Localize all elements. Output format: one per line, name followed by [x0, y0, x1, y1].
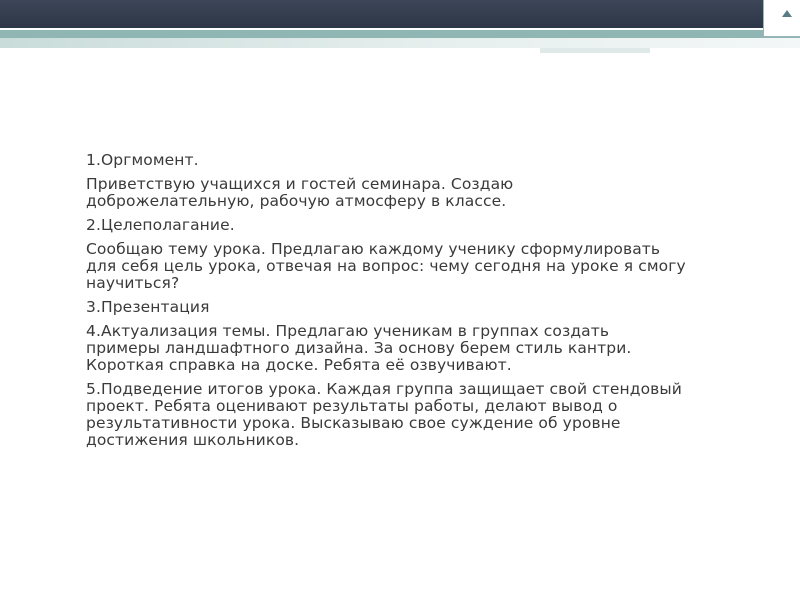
paragraph-7: 5.Подведение итогов урока. Каждая группа защищает свой стендовый проект. Ребята оценивают результаты работы, делают вывод о результативности урока. Высказываю свое суждение об уровне достижения школьников. — [86, 380, 682, 449]
header-accent-strip — [540, 48, 650, 53]
header-teal-band — [0, 30, 800, 38]
paragraph-5: 3.Презентация — [86, 298, 210, 316]
paragraph-1: 1.Оргмомент. — [86, 151, 199, 169]
paragraph-4: Сообщаю тему урока. Предлагаю каждому ученику сформулировать для себя цель урока, отвечая на вопрос: чему сегодня на уроке я смогу научиться? — [86, 240, 686, 292]
header-dark-band — [0, 0, 800, 28]
corner-triangle-icon — [763, 0, 800, 37]
paragraph-3: 2.Целеполагание. — [86, 216, 235, 234]
paragraph-2: Приветствую учащихся и гостей семинара. Создаю доброжелательную, рабочую атмосферу в классе. — [86, 175, 514, 210]
header-light-band — [0, 38, 800, 48]
slide-body — [86, 152, 686, 456]
paragraph-6: 4.Актуализация темы. Предлагаю ученикам в группах создать примеры ландшафтного дизайна. За основу берем стиль кантри. Короткая справка на доске. Ребята её озвучивают. — [86, 322, 632, 374]
